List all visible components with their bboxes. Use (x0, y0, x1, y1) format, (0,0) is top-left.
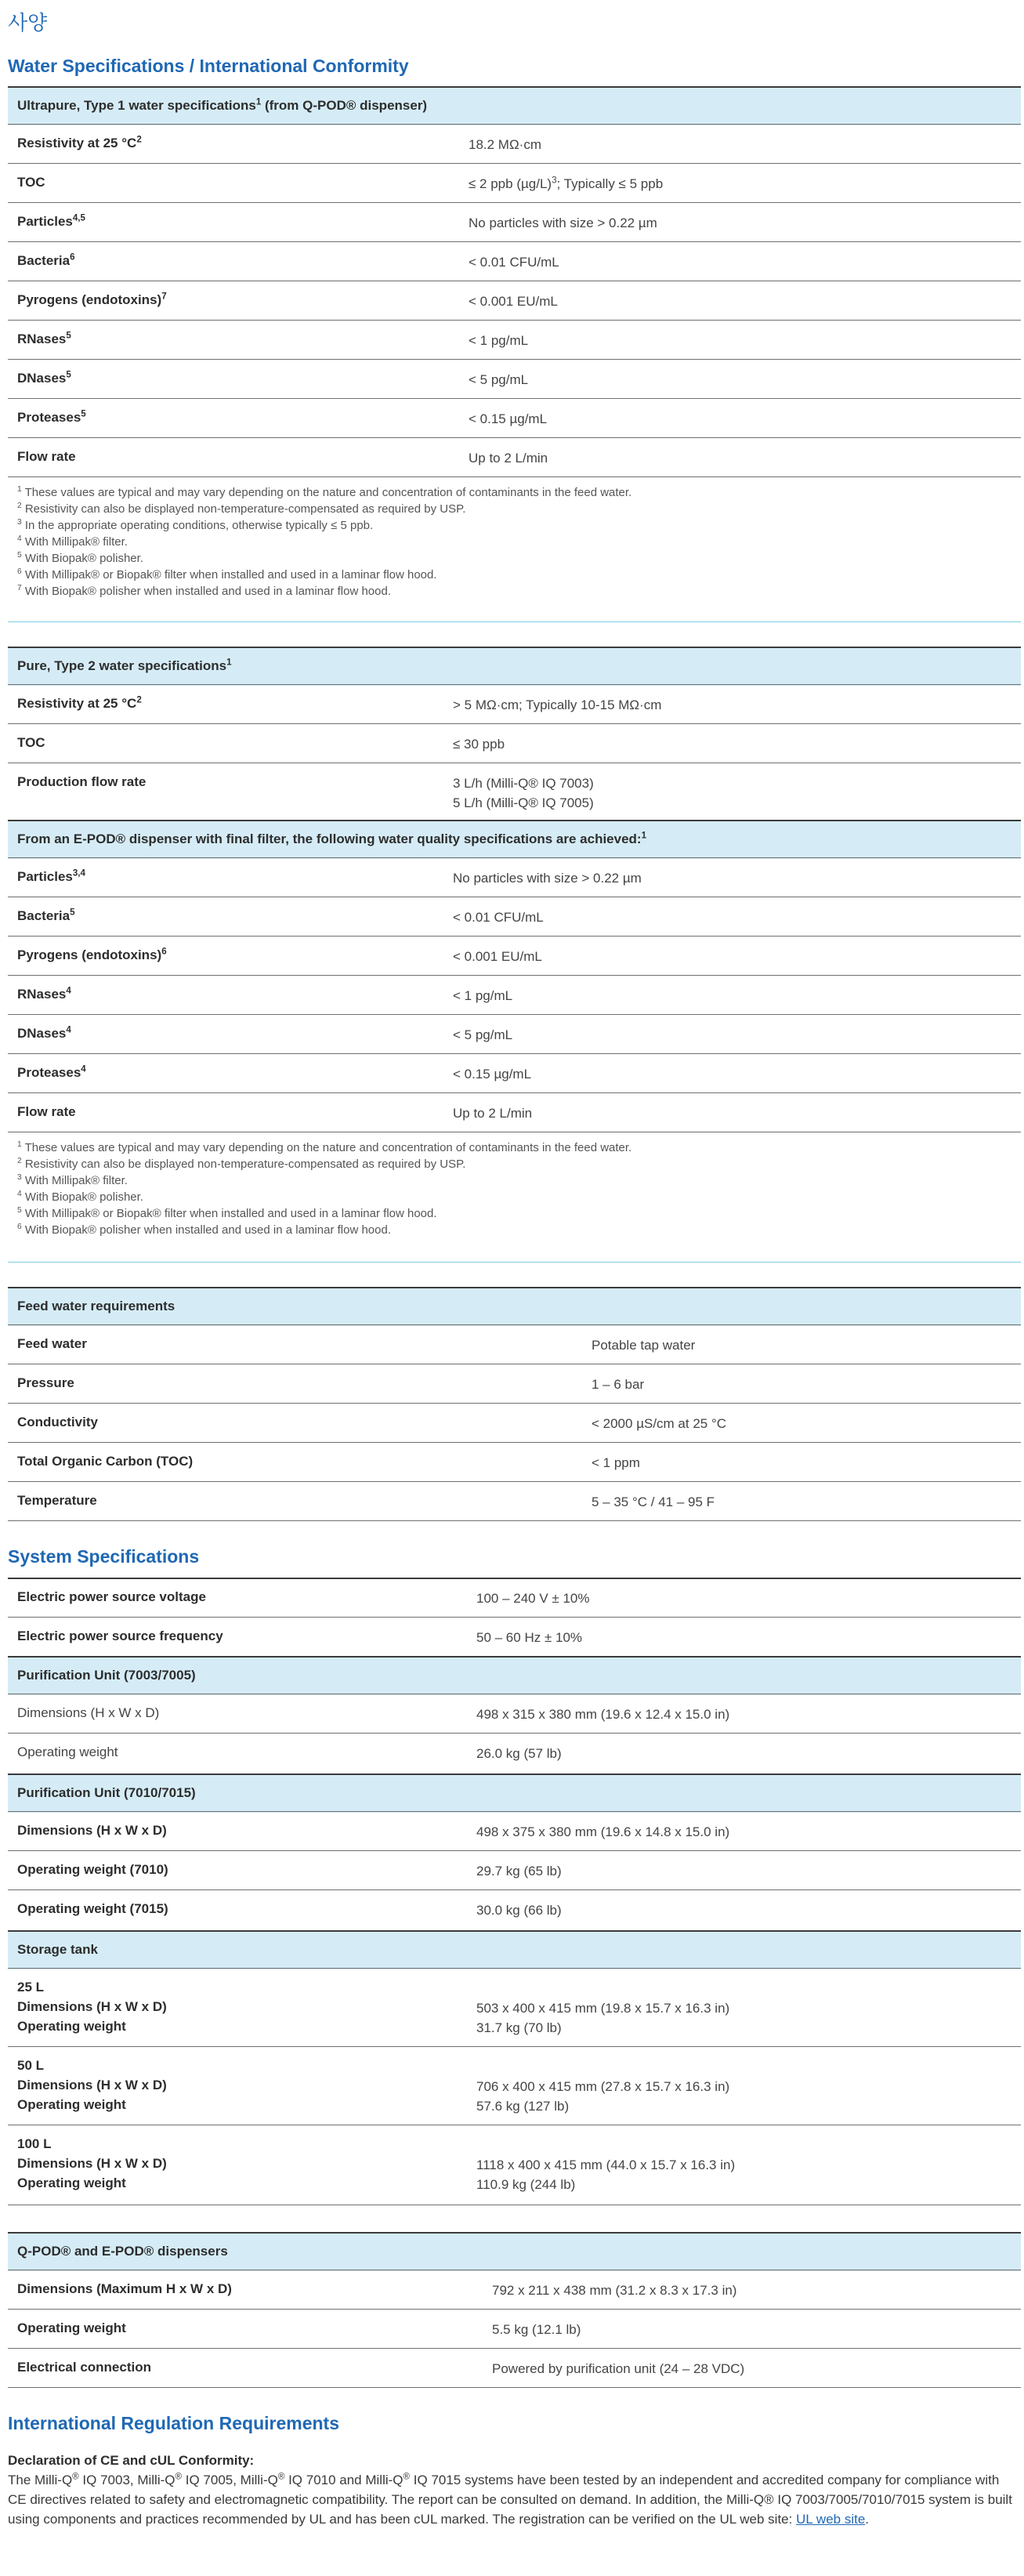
tank-100-dim-value: 1118 x 400 x 415 mm (44.0 x 15.7 x 16.3 in) (476, 2158, 736, 2172)
unit-a-header-band (8, 1656, 1021, 1695)
type1-value-flow-rate: Up to 2 L/min (469, 451, 548, 466)
footnote: $^5$ With Millipak® or Biopak® filter when installed and used in a laminar flow hood. (17, 1206, 437, 1220)
unit-a-header-text: Purification Unit (7003/7005) (17, 1668, 196, 1683)
type2-value-toc: ≤ 30 ppb (453, 737, 505, 752)
type1-header-text: Ultrapure, Type 1 water specifications$^1$ (from Q-POD® dispenser) (17, 97, 428, 113)
epod-label-pyrogens: Pyrogens (endotoxins)$^6$ (17, 947, 167, 962)
epod-label-bacteria: Bacteria$^5$ (17, 908, 75, 923)
tank-25-weight-value: 31.7 kg (70 lb) (476, 2020, 562, 2035)
epod-label-particles: Particles$^{3,4}$ (17, 868, 85, 884)
type2-value-production-flow-7003: 3 L/h (Milli-Q® IQ 7003) (453, 776, 594, 791)
footnote: $^3$ With Millipak® filter. (17, 1173, 128, 1187)
dispensers-value-dimensions: 792 x 211 x 438 mm (31.2 x 8.3 x 17.3 in) (492, 2283, 737, 2298)
type1-value-dnases: < 5 pg/mL (469, 372, 529, 387)
declaration-block (8, 2451, 1015, 2529)
type1-footnotes (17, 484, 631, 600)
declaration-text: The Milli-Q® IQ 7003, Milli-Q® IQ 7005, Milli-Q® IQ 7010 and Milli-Q® IQ 7015 systems have been tested by an independent and accredited company for compliance with CE directives related to safety and electromagnetic compatibility. The report can be consulted on demand. In addition, the Milli-Q® IQ 7003/7005/7010/7015 system is built using components and practices recommended by UL and has been cUL marked. The registration can be verified on the UL web site: UL web site. (8, 2472, 1012, 2527)
feed-label-temperature: Temperature (17, 1493, 97, 1508)
type1-label-proteases: Proteases$^5$ (17, 409, 86, 425)
type1-header-band (8, 86, 1021, 125)
feed-value-temperature: 5 – 35 °C / 41 – 95 F (592, 1495, 715, 1509)
type1-label-pyrogens: Pyrogens (endotoxins)$^7$ (17, 292, 167, 307)
tank-100-weight-label: Operating weight (17, 2176, 126, 2190)
unit-b-value-weight-7010: 29.7 kg (65 lb) (476, 1864, 562, 1879)
tank-50-dim-label: Dimensions (H x W x D) (17, 2078, 167, 2092)
water-specs-heading: Water Specifications / International Conformity (8, 56, 409, 76)
tank-100-weight-value: 110.9 kg (244 lb) (476, 2177, 576, 2192)
feed-value-conductivity: < 2000 µS/cm at 25 °C (592, 1416, 727, 1431)
unit-b-label-weight-7015: Operating weight (7015) (17, 1901, 168, 1916)
footnote: $^2$ Resistivity can also be displayed non-temperature-compensated as required by USP. (17, 502, 466, 516)
footnote: $^3$ In the appropriate operating conditions, otherwise typically ≤ 5 ppb. (17, 518, 374, 532)
type2-header-text: Pure, Type 2 water specifications$^1$ (17, 658, 232, 673)
dispensers-value-electrical: Powered by purification unit (24 – 28 VDC) (492, 2361, 745, 2376)
unit-a-value-dimensions: 498 x 315 x 380 mm (19.6 x 12.4 x 15.0 in) (476, 1707, 730, 1722)
feed-header-text: Feed water requirements (17, 1299, 175, 1313)
epod-value-bacteria: < 0.01 CFU/mL (453, 910, 544, 925)
type1-label-dnases: DNases$^5$ (17, 370, 71, 386)
feed-value-pressure: 1 – 6 bar (592, 1377, 645, 1392)
type1-value-particles: No particles with size > 0.22 µm (469, 216, 657, 230)
tank-100-dim-label: Dimensions (H x W x D) (17, 2156, 167, 2171)
epod-label-rnases: RNases$^4$ (17, 986, 71, 1002)
feed-label-conductivity: Conductivity (17, 1415, 98, 1429)
declaration-title: Declaration of CE and cUL Conformity: (8, 2453, 255, 2468)
power-label-voltage: Electric power source voltage (17, 1589, 206, 1604)
epod-label-flow-rate: Flow rate (17, 1104, 76, 1119)
tank-header-band (8, 1930, 1021, 1969)
footnote: $^4$ With Millipak® filter. (17, 534, 128, 549)
type1-label-particles: Particles$^{4,5}$ (17, 213, 85, 229)
tank-25-dim-value: 503 x 400 x 415 mm (19.8 x 15.7 x 16.3 in) (476, 2001, 730, 2016)
type1-value-toc: ≤ 2 ppb $(\mu g/L)^3$; Typically ≤ 5 ppb (469, 176, 664, 191)
type1-value-resistivity: 18.2 MΩ·cm (469, 137, 542, 152)
system-specs-heading: System Specifications (8, 1546, 200, 1567)
footnote: $^6$ With Biopak® polisher when installed and used in a laminar flow hood. (17, 1223, 391, 1237)
feed-label-feed-water: Feed water (17, 1336, 87, 1351)
type1-value-rnases: < 1 pg/mL (469, 333, 529, 348)
type2-label-production-flow: Production flow rate (17, 774, 147, 789)
type1-label-toc: TOC (17, 175, 45, 190)
tank-100-size: 100 L (17, 2136, 52, 2151)
type2-label-toc: TOC (17, 735, 45, 750)
unit-a-label-dimensions: Dimensions (H x W x D) (17, 1705, 160, 1720)
unit-a-label-weight: Operating weight (17, 1745, 118, 1759)
epod-header-text: From an E-POD® dispenser with final filter, the following water quality specifications are achieved:$^1$ (17, 831, 647, 846)
dispensers-header-band (8, 2232, 1021, 2271)
unit-b-label-dimensions: Dimensions (H x W x D) (17, 1823, 167, 1838)
feed-header-band (8, 1287, 1021, 1326)
epod-value-proteases: < 0.15 µg/mL (453, 1067, 532, 1081)
unit-b-value-weight-7015: 30.0 kg (66 lb) (476, 1903, 562, 1918)
power-label-frequency: Electric power source frequency (17, 1629, 223, 1643)
type1-label-bacteria: Bacteria$^6$ (17, 252, 75, 268)
tank-25-dim-label: Dimensions (H x W x D) (17, 1999, 167, 2014)
footnote: $^2$ Resistivity can also be displayed non-temperature-compensated as required by USP. (17, 1157, 466, 1171)
type1-label-rnases: RNases$^5$ (17, 331, 71, 346)
dispensers-value-weight: 5.5 kg (12.1 lb) (492, 2322, 581, 2337)
epod-value-rnases: < 1 pg/mL (453, 988, 513, 1003)
epod-label-dnases: DNases$^4$ (17, 1025, 71, 1041)
type1-label-flow-rate: Flow rate (17, 449, 76, 464)
power-value-frequency: 50 – 60 Hz ± 10% (476, 1630, 583, 1645)
unit-b-header-band (8, 1773, 1021, 1813)
type2-footnotes (17, 1139, 631, 1238)
type1-value-proteases: < 0.15 µg/mL (469, 411, 548, 426)
unit-b-value-dimensions: 498 x 375 x 380 mm (19.6 x 14.8 x 15.0 in) (476, 1824, 730, 1839)
footnote: $^4$ With Biopak® polisher. (17, 1190, 143, 1204)
epod-value-flow-rate: Up to 2 L/min (453, 1106, 533, 1121)
unit-a-value-weight: 26.0 kg (57 lb) (476, 1746, 562, 1761)
feed-label-toc: Total Organic Carbon (TOC) (17, 1454, 194, 1469)
tank-50-dim-value: 706 x 400 x 415 mm (27.8 x 15.7 x 16.3 in) (476, 2079, 730, 2094)
ul-website-link[interactable]: UL web site (796, 2512, 866, 2527)
type1-label-resistivity: Resistivity at 25 $^\circ C^2$ (17, 135, 142, 150)
type1-value-bacteria: < 0.01 CFU/mL (469, 255, 559, 270)
type2-header-band (8, 647, 1021, 686)
footnote: $^7$ With Biopak® polisher when installed and used in a laminar flow hood. (17, 584, 391, 598)
type1-value-pyrogens: < 0.001 EU/mL (469, 294, 558, 309)
epod-value-dnases: < 5 pg/mL (453, 1027, 513, 1042)
tank-25-weight-label: Operating weight (17, 2019, 126, 2034)
footnote: $^5$ With Biopak® polisher. (17, 551, 143, 565)
tank-50-size: 50 L (17, 2058, 45, 2073)
footnote: $^1$ These values are typical and may vary depending on the nature and concentration of contaminants in the feed water. (17, 1140, 632, 1154)
type2-value-production-flow-7005: 5 L/h (Milli-Q® IQ 7005) (453, 795, 594, 810)
regulation-heading: International Regulation Requirements (8, 2413, 339, 2433)
power-value-voltage: 100 – 240 V ± 10% (476, 1591, 590, 1606)
epod-label-proteases: Proteases$^4$ (17, 1064, 86, 1080)
tank-header-text: Storage tank (17, 1942, 98, 1957)
feed-value-toc: < 1 ppm (592, 1455, 640, 1470)
type2-value-resistivity: > 5 MΩ·cm; Typically 10-15 MΩ·cm (453, 697, 662, 712)
unit-b-label-weight-7010: Operating weight (7010) (17, 1862, 168, 1877)
footnote: $^1$ These values are typical and may vary depending on the nature and concentration of contaminants in the feed water. (17, 485, 632, 499)
tank-25-size: 25 L (17, 1980, 45, 1994)
dispensers-label-weight: Operating weight (17, 2321, 126, 2335)
page-title: 사양 (8, 11, 48, 34)
dispensers-label-electrical: Electrical connection (17, 2360, 151, 2375)
tank-50-weight-label: Operating weight (17, 2097, 126, 2112)
epod-header-band (8, 820, 1021, 859)
unit-b-header-text: Purification Unit (7010/7015) (17, 1785, 196, 1800)
tank-50-weight-value: 57.6 kg (127 lb) (476, 2099, 570, 2114)
type2-label-resistivity: Resistivity at 25 $^\circ C^2$ (17, 695, 142, 711)
feed-label-pressure: Pressure (17, 1375, 74, 1390)
footnote: $^6$ With Millipak® or Biopak® filter when installed and used in a laminar flow hood. (17, 567, 437, 582)
dispensers-header-text: Q-POD® and E-POD® dispensers (17, 2244, 228, 2259)
dispensers-label-dimensions: Dimensions (Maximum H x W x D) (17, 2281, 232, 2296)
epod-value-particles: No particles with size > 0.22 µm (453, 871, 642, 886)
epod-value-pyrogens: < 0.001 EU/mL (453, 949, 542, 964)
feed-value-feed-water: Potable tap water (592, 1338, 696, 1353)
